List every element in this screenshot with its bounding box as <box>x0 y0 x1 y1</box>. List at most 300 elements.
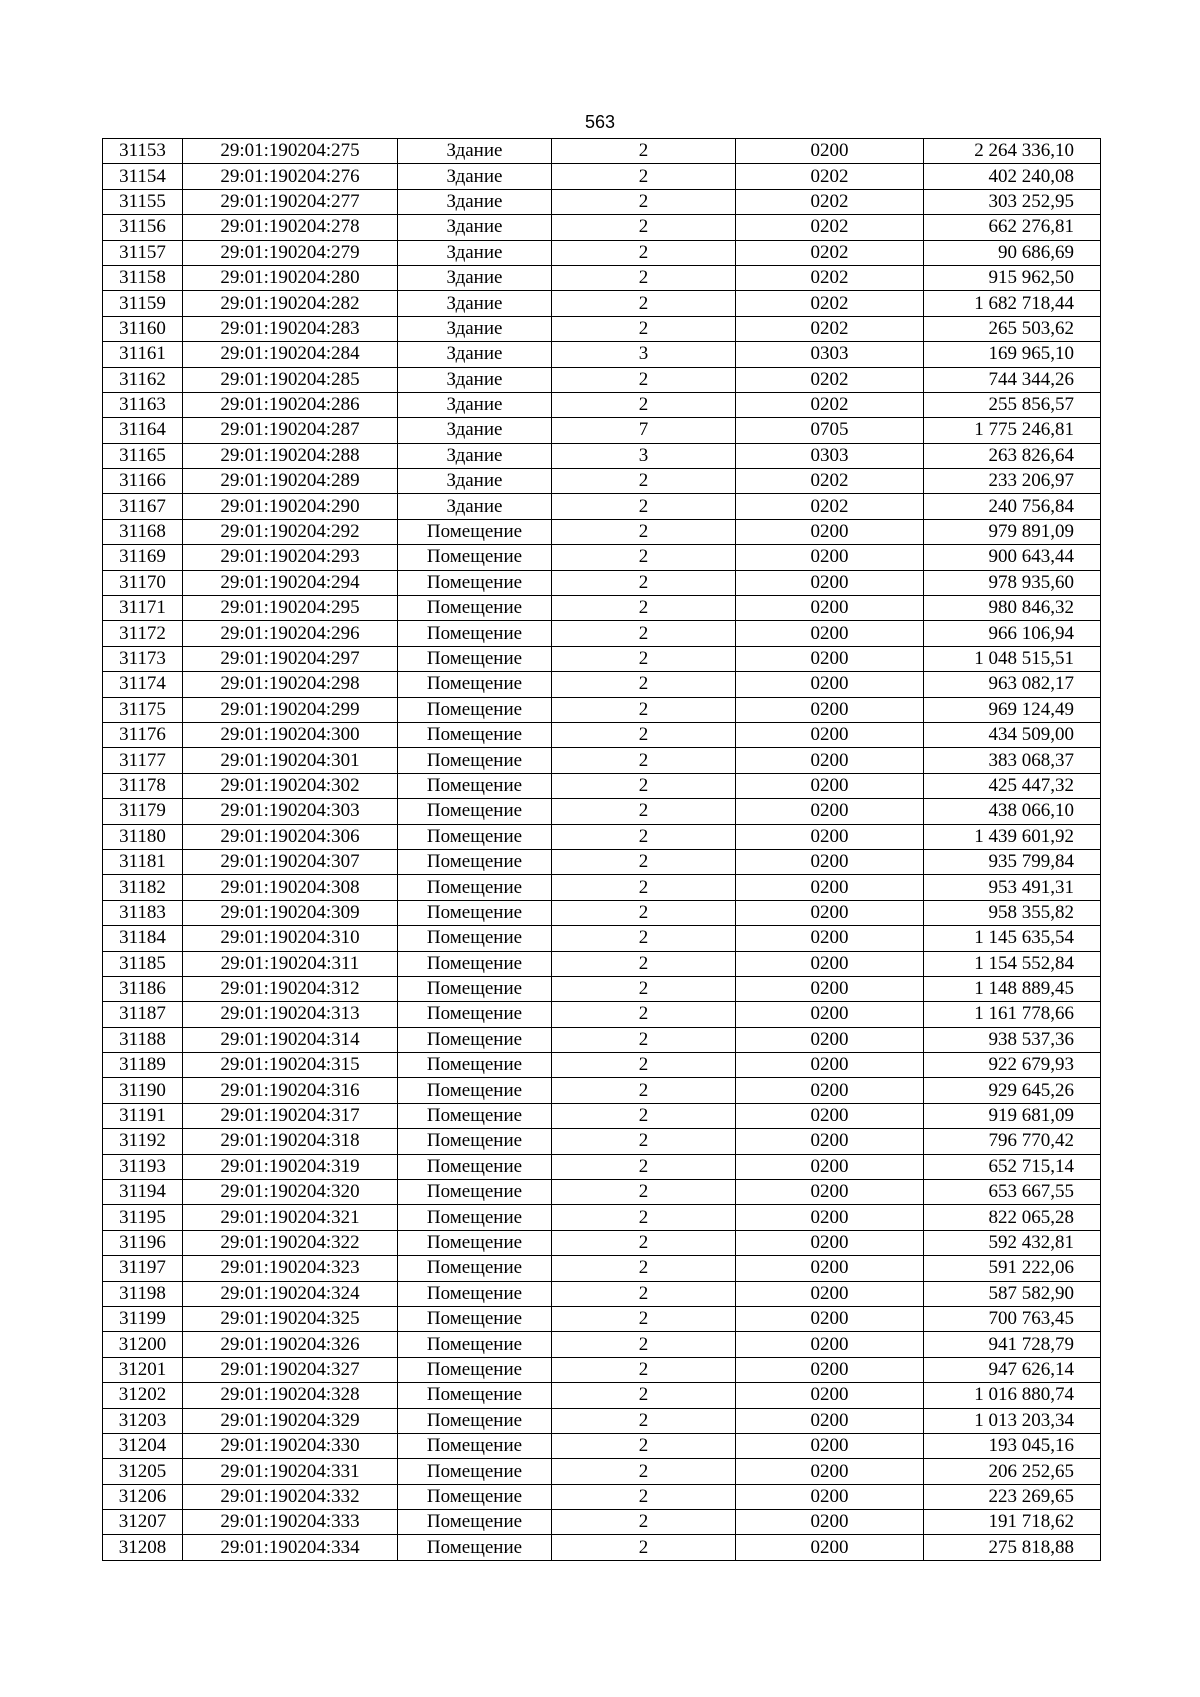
subgroup-code-cell: 0200 <box>736 646 924 671</box>
object-type-cell: Помещение <box>398 519 552 544</box>
object-type-cell: Помещение <box>398 1484 552 1509</box>
group-cell: 2 <box>552 367 736 392</box>
object-type-cell: Здание <box>398 469 552 494</box>
object-type-cell: Помещение <box>398 646 552 671</box>
object-type-cell: Помещение <box>398 1281 552 1306</box>
group-cell: 2 <box>552 773 736 798</box>
subgroup-code-cell: 0200 <box>736 773 924 798</box>
table-row <box>103 1180 1101 1205</box>
subgroup-code-cell: 0202 <box>736 367 924 392</box>
group-cell: 2 <box>552 1180 736 1205</box>
row-number-cell: 31187 <box>103 1002 183 1027</box>
page-number: 563 <box>584 112 616 132</box>
cadastral-number-cell: 29:01:190204:276 <box>183 164 398 189</box>
table-row <box>103 672 1101 697</box>
table-row <box>103 189 1101 214</box>
table-row <box>103 1535 1101 1560</box>
subgroup-code-cell: 0303 <box>736 443 924 468</box>
object-type-cell: Помещение <box>398 621 552 646</box>
row-number-cell: 31199 <box>103 1306 183 1331</box>
cadastral-value-cell: 1 148 889,45 <box>924 976 1101 1001</box>
subgroup-code-cell: 0200 <box>736 621 924 646</box>
group-cell: 2 <box>552 1154 736 1179</box>
cadastral-value-cell: 796 770,42 <box>924 1129 1101 1154</box>
subgroup-code-cell: 0303 <box>736 342 924 367</box>
cadastral-value-cell: 1 016 880,74 <box>924 1383 1101 1408</box>
row-number-cell: 31158 <box>103 265 183 290</box>
table-row <box>103 900 1101 925</box>
cadastral-number-cell: 29:01:190204:330 <box>183 1433 398 1458</box>
object-type-cell: Здание <box>398 342 552 367</box>
subgroup-code-cell: 0202 <box>736 240 924 265</box>
object-type-cell: Здание <box>398 189 552 214</box>
group-cell: 2 <box>552 824 736 849</box>
row-number-cell: 31204 <box>103 1433 183 1458</box>
group-cell: 2 <box>552 1459 736 1484</box>
cadastral-value-cell: 223 269,65 <box>924 1484 1101 1509</box>
cadastral-value-cell: 169 965,10 <box>924 342 1101 367</box>
cadastral-value-cell: 922 679,93 <box>924 1053 1101 1078</box>
subgroup-code-cell: 0200 <box>736 748 924 773</box>
object-type-cell: Помещение <box>398 1332 552 1357</box>
group-cell: 2 <box>552 469 736 494</box>
table-row <box>103 1002 1101 1027</box>
object-type-cell: Помещение <box>398 900 552 925</box>
table-row <box>103 316 1101 341</box>
subgroup-code-cell: 0200 <box>736 1180 924 1205</box>
row-number-cell: 31178 <box>103 773 183 798</box>
group-cell: 2 <box>552 926 736 951</box>
table-row <box>103 849 1101 874</box>
subgroup-code-cell: 0200 <box>736 1535 924 1560</box>
row-number-cell: 31162 <box>103 367 183 392</box>
group-cell: 2 <box>552 621 736 646</box>
table-row <box>103 545 1101 570</box>
row-number-cell: 31173 <box>103 646 183 671</box>
cadastral-number-cell: 29:01:190204:314 <box>183 1027 398 1052</box>
group-cell: 2 <box>552 1408 736 1433</box>
group-cell: 2 <box>552 646 736 671</box>
group-cell: 2 <box>552 1281 736 1306</box>
group-cell: 2 <box>552 672 736 697</box>
table-row <box>103 875 1101 900</box>
cadastral-number-cell: 29:01:190204:309 <box>183 900 398 925</box>
row-number-cell: 31175 <box>103 697 183 722</box>
cadastral-number-cell: 29:01:190204:321 <box>183 1205 398 1230</box>
group-cell: 2 <box>552 240 736 265</box>
object-type-cell: Помещение <box>398 1180 552 1205</box>
cadastral-number-cell: 29:01:190204:326 <box>183 1332 398 1357</box>
subgroup-code-cell: 0200 <box>736 1154 924 1179</box>
subgroup-code-cell: 0705 <box>736 418 924 443</box>
cadastral-number-cell: 29:01:190204:316 <box>183 1078 398 1103</box>
cadastral-number-cell: 29:01:190204:324 <box>183 1281 398 1306</box>
object-type-cell: Помещение <box>398 1129 552 1154</box>
subgroup-code-cell: 0200 <box>736 1332 924 1357</box>
subgroup-code-cell: 0200 <box>736 545 924 570</box>
cadastral-value-cell: 953 491,31 <box>924 875 1101 900</box>
table-row <box>103 621 1101 646</box>
subgroup-code-cell: 0200 <box>736 951 924 976</box>
row-number-cell: 31174 <box>103 672 183 697</box>
object-type-cell: Здание <box>398 139 552 164</box>
cadastral-number-cell: 29:01:190204:313 <box>183 1002 398 1027</box>
row-number-cell: 31190 <box>103 1078 183 1103</box>
subgroup-code-cell: 0200 <box>736 1002 924 1027</box>
object-type-cell: Помещение <box>398 976 552 1001</box>
cadastral-value-cell: 191 718,62 <box>924 1510 1101 1535</box>
cadastral-number-cell: 29:01:190204:315 <box>183 1053 398 1078</box>
cadastral-number-cell: 29:01:190204:334 <box>183 1535 398 1560</box>
row-number-cell: 31203 <box>103 1408 183 1433</box>
subgroup-code-cell: 0202 <box>736 494 924 519</box>
object-type-cell: Помещение <box>398 1408 552 1433</box>
subgroup-code-cell: 0200 <box>736 1510 924 1535</box>
subgroup-code-cell: 0200 <box>736 1357 924 1382</box>
cadastral-value-cell: 1 145 635,54 <box>924 926 1101 951</box>
cadastral-number-cell: 29:01:190204:293 <box>183 545 398 570</box>
cadastral-number-cell: 29:01:190204:297 <box>183 646 398 671</box>
object-type-cell: Помещение <box>398 824 552 849</box>
row-number-cell: 31186 <box>103 976 183 1001</box>
cadastral-value-cell: 966 106,94 <box>924 621 1101 646</box>
subgroup-code-cell: 0200 <box>736 1383 924 1408</box>
subgroup-code-cell: 0202 <box>736 316 924 341</box>
group-cell: 2 <box>552 1332 736 1357</box>
subgroup-code-cell: 0200 <box>736 1027 924 1052</box>
cadastral-value-cell: 744 344,26 <box>924 367 1101 392</box>
subgroup-code-cell: 0200 <box>736 1230 924 1255</box>
row-number-cell: 31182 <box>103 875 183 900</box>
cadastral-number-cell: 29:01:190204:332 <box>183 1484 398 1509</box>
group-cell: 2 <box>552 1306 736 1331</box>
row-number-cell: 31176 <box>103 722 183 747</box>
group-cell: 2 <box>552 799 736 824</box>
object-type-cell: Здание <box>398 418 552 443</box>
group-cell: 2 <box>552 189 736 214</box>
table-row <box>103 1433 1101 1458</box>
cadastral-value-cell: 941 728,79 <box>924 1332 1101 1357</box>
subgroup-code-cell: 0200 <box>736 824 924 849</box>
row-number-cell: 31157 <box>103 240 183 265</box>
group-cell: 7 <box>552 418 736 443</box>
row-number-cell: 31177 <box>103 748 183 773</box>
row-number-cell: 31167 <box>103 494 183 519</box>
table-row <box>103 1027 1101 1052</box>
subgroup-code-cell: 0202 <box>736 469 924 494</box>
subgroup-code-cell: 0200 <box>736 1103 924 1128</box>
cadastral-number-cell: 29:01:190204:323 <box>183 1256 398 1281</box>
row-number-cell: 31185 <box>103 951 183 976</box>
subgroup-code-cell: 0200 <box>736 1129 924 1154</box>
row-number-cell: 31159 <box>103 291 183 316</box>
object-type-cell: Помещение <box>398 722 552 747</box>
group-cell: 2 <box>552 1002 736 1027</box>
object-type-cell: Помещение <box>398 1535 552 1560</box>
row-number-cell: 31202 <box>103 1383 183 1408</box>
cadastral-value-cell: 919 681,09 <box>924 1103 1101 1128</box>
row-number-cell: 31184 <box>103 926 183 951</box>
object-type-cell: Помещение <box>398 926 552 951</box>
cadastral-value-cell: 980 846,32 <box>924 596 1101 621</box>
cadastral-number-cell: 29:01:190204:325 <box>183 1306 398 1331</box>
cadastral-number-cell: 29:01:190204:318 <box>183 1129 398 1154</box>
group-cell: 2 <box>552 951 736 976</box>
object-type-cell: Помещение <box>398 773 552 798</box>
object-type-cell: Помещение <box>398 875 552 900</box>
cadastral-value-cell: 255 856,57 <box>924 392 1101 417</box>
subgroup-code-cell: 0200 <box>736 1205 924 1230</box>
row-number-cell: 31156 <box>103 215 183 240</box>
object-type-cell: Здание <box>398 215 552 240</box>
cadastral-value-cell: 900 643,44 <box>924 545 1101 570</box>
table-row <box>103 1053 1101 1078</box>
cadastral-number-cell: 29:01:190204:299 <box>183 697 398 722</box>
row-number-cell: 31165 <box>103 443 183 468</box>
table-row <box>103 1306 1101 1331</box>
group-cell: 2 <box>552 291 736 316</box>
cadastral-value-cell: 434 509,00 <box>924 722 1101 747</box>
table-row <box>103 1078 1101 1103</box>
cadastral-value-cell: 275 818,88 <box>924 1535 1101 1560</box>
object-type-cell: Помещение <box>398 1002 552 1027</box>
object-type-cell: Здание <box>398 367 552 392</box>
table-row <box>103 443 1101 468</box>
cadastral-value-cell: 969 124,49 <box>924 697 1101 722</box>
object-type-cell: Помещение <box>398 697 552 722</box>
row-number-cell: 31200 <box>103 1332 183 1357</box>
table-row <box>103 240 1101 265</box>
group-cell: 3 <box>552 443 736 468</box>
cadastral-number-cell: 29:01:190204:285 <box>183 367 398 392</box>
cadastral-number-cell: 29:01:190204:302 <box>183 773 398 798</box>
group-cell: 2 <box>552 265 736 290</box>
subgroup-code-cell: 0200 <box>736 1306 924 1331</box>
table-row <box>103 570 1101 595</box>
row-number-cell: 31208 <box>103 1535 183 1560</box>
table-row <box>103 418 1101 443</box>
table-row <box>103 291 1101 316</box>
table-row <box>103 494 1101 519</box>
table-row <box>103 697 1101 722</box>
subgroup-code-cell: 0202 <box>736 265 924 290</box>
cadastral-number-cell: 29:01:190204:275 <box>183 139 398 164</box>
subgroup-code-cell: 0200 <box>736 799 924 824</box>
group-cell: 2 <box>552 1383 736 1408</box>
object-type-cell: Помещение <box>398 1459 552 1484</box>
group-cell: 2 <box>552 697 736 722</box>
row-number-cell: 31201 <box>103 1357 183 1382</box>
cadastral-value-cell: 233 206,97 <box>924 469 1101 494</box>
group-cell: 2 <box>552 875 736 900</box>
cadastral-number-cell: 29:01:190204:322 <box>183 1230 398 1255</box>
group-cell: 2 <box>552 1535 736 1560</box>
subgroup-code-cell: 0200 <box>736 1433 924 1458</box>
object-type-cell: Помещение <box>398 1433 552 1458</box>
table-row <box>103 1154 1101 1179</box>
cadastral-value-cell: 963 082,17 <box>924 672 1101 697</box>
table-row <box>103 1357 1101 1382</box>
cadastral-value-cell: 206 252,65 <box>924 1459 1101 1484</box>
cadastral-value-cell: 1 775 246,81 <box>924 418 1101 443</box>
row-number-cell: 31164 <box>103 418 183 443</box>
object-type-cell: Помещение <box>398 799 552 824</box>
object-type-cell: Помещение <box>398 1205 552 1230</box>
cadastral-number-cell: 29:01:190204:301 <box>183 748 398 773</box>
cadastral-value-cell: 402 240,08 <box>924 164 1101 189</box>
cadastral-value-cell: 662 276,81 <box>924 215 1101 240</box>
subgroup-code-cell: 0200 <box>736 1408 924 1433</box>
group-cell: 2 <box>552 139 736 164</box>
row-number-cell: 31169 <box>103 545 183 570</box>
cadastral-value-cell: 90 686,69 <box>924 240 1101 265</box>
table-row <box>103 596 1101 621</box>
group-cell: 2 <box>552 1205 736 1230</box>
row-number-cell: 31168 <box>103 519 183 544</box>
table-row <box>103 1281 1101 1306</box>
cadastral-value-cell: 425 447,32 <box>924 773 1101 798</box>
table-row <box>103 469 1101 494</box>
object-type-cell: Помещение <box>398 748 552 773</box>
object-type-cell: Помещение <box>398 1103 552 1128</box>
row-number-cell: 31205 <box>103 1459 183 1484</box>
cadastral-number-cell: 29:01:190204:298 <box>183 672 398 697</box>
row-number-cell: 31163 <box>103 392 183 417</box>
cadastral-number-cell: 29:01:190204:328 <box>183 1383 398 1408</box>
object-type-cell: Помещение <box>398 1357 552 1382</box>
object-type-cell: Помещение <box>398 1230 552 1255</box>
cadastral-value-cell: 592 432,81 <box>924 1230 1101 1255</box>
cadastral-number-cell: 29:01:190204:284 <box>183 342 398 367</box>
cadastral-number-cell: 29:01:190204:312 <box>183 976 398 1001</box>
subgroup-code-cell: 0200 <box>736 926 924 951</box>
row-number-cell: 31170 <box>103 570 183 595</box>
group-cell: 2 <box>552 392 736 417</box>
group-cell: 2 <box>552 1053 736 1078</box>
row-number-cell: 31188 <box>103 1027 183 1052</box>
group-cell: 2 <box>552 900 736 925</box>
cadastral-number-cell: 29:01:190204:319 <box>183 1154 398 1179</box>
row-number-cell: 31179 <box>103 799 183 824</box>
table-row <box>103 1332 1101 1357</box>
object-type-cell: Помещение <box>398 849 552 874</box>
cadastral-value-cell: 929 645,26 <box>924 1078 1101 1103</box>
group-cell: 2 <box>552 545 736 570</box>
cadastral-number-cell: 29:01:190204:329 <box>183 1408 398 1433</box>
cadastral-number-cell: 29:01:190204:282 <box>183 291 398 316</box>
subgroup-code-cell: 0200 <box>736 722 924 747</box>
table-row <box>103 976 1101 1001</box>
object-type-cell: Здание <box>398 443 552 468</box>
table-row <box>103 646 1101 671</box>
group-cell: 2 <box>552 1078 736 1103</box>
cadastral-value-cell: 653 667,55 <box>924 1180 1101 1205</box>
table-row <box>103 519 1101 544</box>
row-number-cell: 31191 <box>103 1103 183 1128</box>
cadastral-number-cell: 29:01:190204:290 <box>183 494 398 519</box>
cadastral-number-cell: 29:01:190204:310 <box>183 926 398 951</box>
object-type-cell: Помещение <box>398 1256 552 1281</box>
object-type-cell: Здание <box>398 392 552 417</box>
table-row <box>103 164 1101 189</box>
cadastral-number-cell: 29:01:190204:311 <box>183 951 398 976</box>
subgroup-code-cell: 0200 <box>736 672 924 697</box>
cadastral-value-cell: 947 626,14 <box>924 1357 1101 1382</box>
cadastral-value-cell: 383 068,37 <box>924 748 1101 773</box>
cadastral-number-cell: 29:01:190204:327 <box>183 1357 398 1382</box>
cadastral-number-cell: 29:01:190204:289 <box>183 469 398 494</box>
cadastral-number-cell: 29:01:190204:287 <box>183 418 398 443</box>
subgroup-code-cell: 0200 <box>736 570 924 595</box>
cadastral-value-cell: 1 013 203,34 <box>924 1408 1101 1433</box>
cadastral-value-cell: 303 252,95 <box>924 189 1101 214</box>
subgroup-code-cell: 0202 <box>736 215 924 240</box>
row-number-cell: 31192 <box>103 1129 183 1154</box>
row-number-cell: 31189 <box>103 1053 183 1078</box>
object-type-cell: Помещение <box>398 672 552 697</box>
cadastral-number-cell: 29:01:190204:283 <box>183 316 398 341</box>
group-cell: 2 <box>552 722 736 747</box>
table-row <box>103 722 1101 747</box>
table-row <box>103 392 1101 417</box>
cadastral-value-cell: 263 826,64 <box>924 443 1101 468</box>
table-row <box>103 1459 1101 1484</box>
cadastral-value-cell: 591 222,06 <box>924 1256 1101 1281</box>
subgroup-code-cell: 0200 <box>736 139 924 164</box>
object-type-cell: Здание <box>398 265 552 290</box>
subgroup-code-cell: 0200 <box>736 976 924 1001</box>
row-number-cell: 31160 <box>103 316 183 341</box>
cadastral-value-cell: 1 161 778,66 <box>924 1002 1101 1027</box>
table-row <box>103 1205 1101 1230</box>
cadastral-value-cell: 652 715,14 <box>924 1154 1101 1179</box>
group-cell: 3 <box>552 342 736 367</box>
cadastral-value-cell: 958 355,82 <box>924 900 1101 925</box>
row-number-cell: 31161 <box>103 342 183 367</box>
row-number-cell: 31197 <box>103 1256 183 1281</box>
object-type-cell: Помещение <box>398 1383 552 1408</box>
cadastral-number-cell: 29:01:190204:333 <box>183 1510 398 1535</box>
group-cell: 2 <box>552 1103 736 1128</box>
table-row <box>103 265 1101 290</box>
table-body <box>103 139 1101 1561</box>
group-cell: 2 <box>552 1484 736 1509</box>
group-cell: 2 <box>552 748 736 773</box>
subgroup-code-cell: 0202 <box>736 189 924 214</box>
subgroup-code-cell: 0202 <box>736 291 924 316</box>
group-cell: 2 <box>552 1433 736 1458</box>
row-number-cell: 31195 <box>103 1205 183 1230</box>
object-type-cell: Здание <box>398 316 552 341</box>
group-cell: 2 <box>552 1256 736 1281</box>
table-row <box>103 951 1101 976</box>
group-cell: 2 <box>552 849 736 874</box>
cadastral-value-cell: 265 503,62 <box>924 316 1101 341</box>
object-type-cell: Помещение <box>398 1510 552 1535</box>
row-number-cell: 31153 <box>103 139 183 164</box>
cadastral-number-cell: 29:01:190204:292 <box>183 519 398 544</box>
cadastral-value-cell: 700 763,45 <box>924 1306 1101 1331</box>
row-number-cell: 31166 <box>103 469 183 494</box>
subgroup-code-cell: 0200 <box>736 875 924 900</box>
table-row <box>103 773 1101 798</box>
object-type-cell: Помещение <box>398 951 552 976</box>
table-row <box>103 1129 1101 1154</box>
subgroup-code-cell: 0200 <box>736 519 924 544</box>
cadastral-value-cell: 587 582,90 <box>924 1281 1101 1306</box>
subgroup-code-cell: 0200 <box>736 1256 924 1281</box>
cadastral-value-cell: 1 682 718,44 <box>924 291 1101 316</box>
